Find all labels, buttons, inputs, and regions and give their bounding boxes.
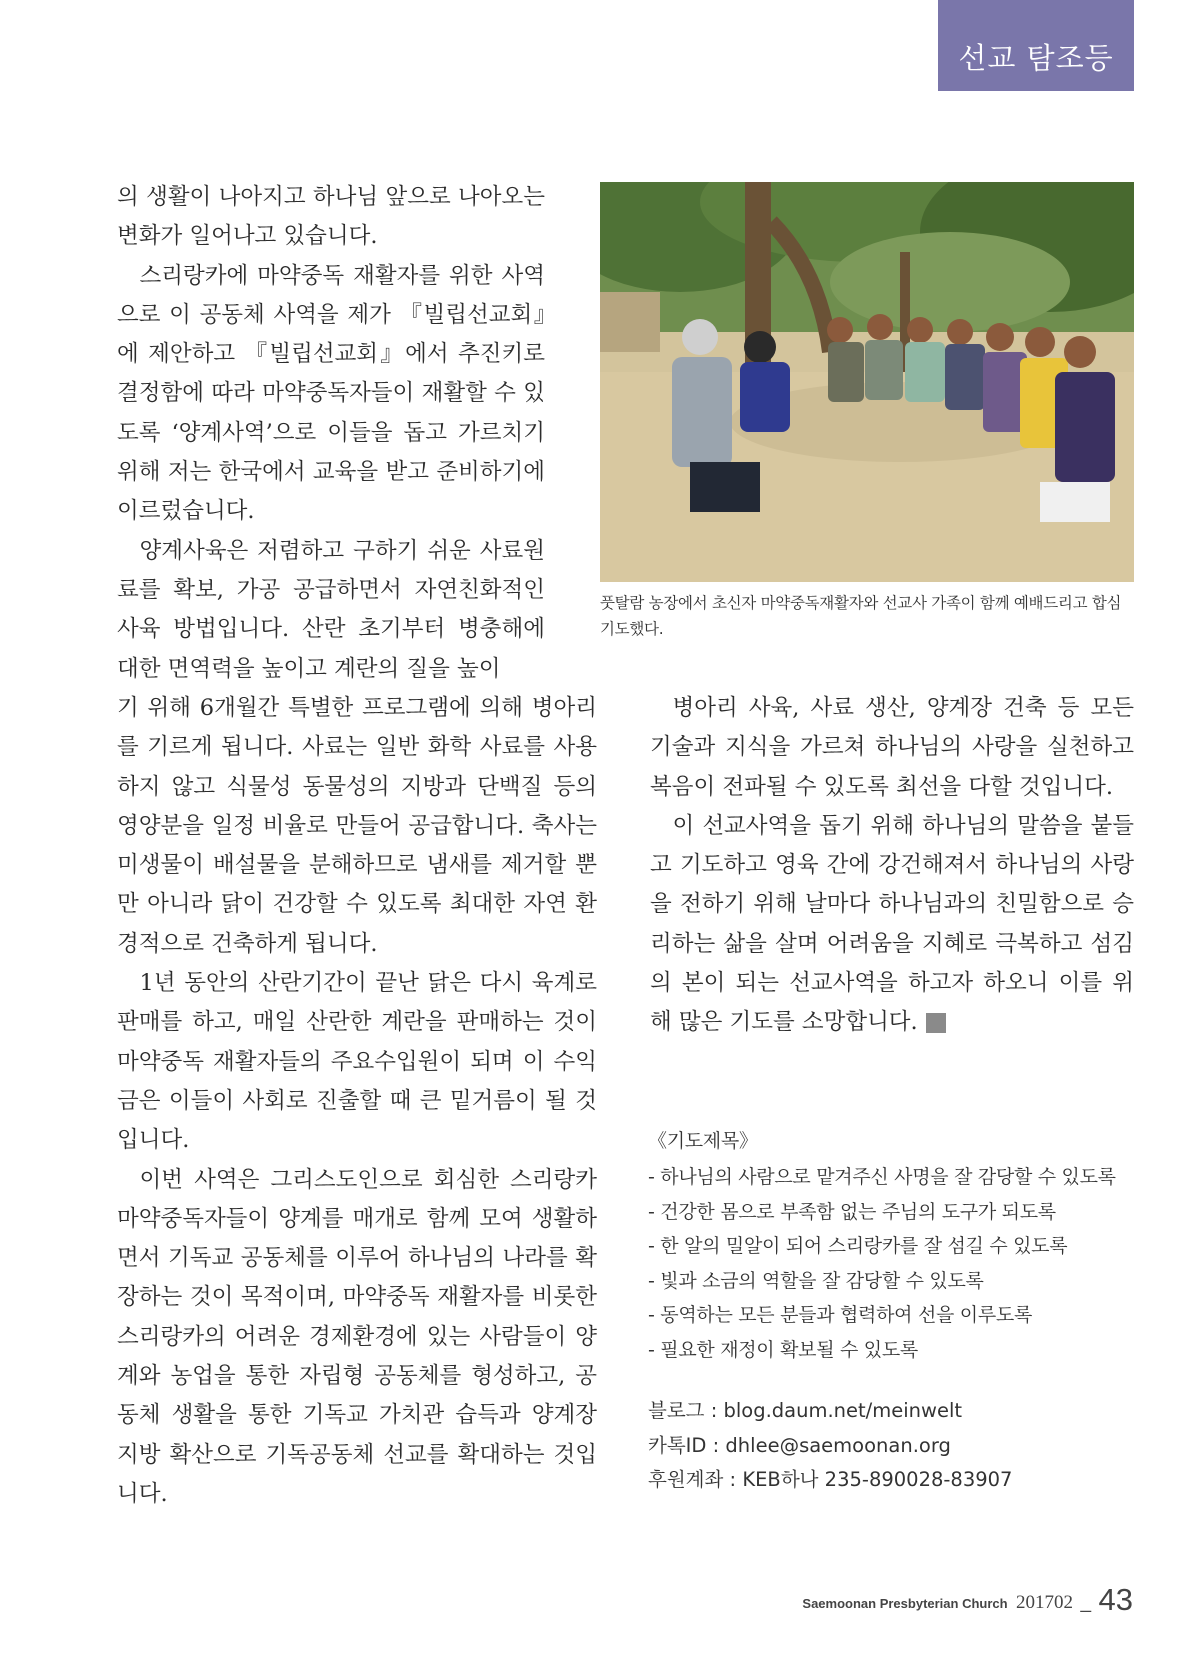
prayer-title: 《기도제목》	[648, 1130, 758, 1152]
paragraph-text: 이 선교사역을 돕기 위해 하나님의 말씀을 붙들고 기도하고 영육 간에 강건해져서 하나님의 사랑을 전하기 위해 날마다 하나님과의 친밀함으로 승리하는 삶을 살며 어려움을 지혜로 극복하고 섬김의 본이 되는 선교사역을 하고자 하오니 이를 위해 많은 기도를 소망합니다.	[650, 812, 1134, 1036]
prayer-list	[648, 1160, 1148, 1367]
photo-illustration	[600, 182, 1134, 582]
prayer-item: - 건강한 몸으로 부족함 없는 주님의 도구가 되도록	[648, 1200, 1056, 1223]
prayer-item: - 필요한 재정이 확보될 수 있도록	[648, 1338, 918, 1361]
article-paragraph	[650, 807, 1134, 1043]
article-column-right	[650, 689, 1134, 1043]
footer-church-name: Saemoonan Presbyterian Church	[802, 1596, 1008, 1611]
prayer-item: - 동역하는 모든 분들과 협력하여 선을 이루도록	[648, 1304, 1033, 1326]
prayer-item: - 하나님의 사람으로 맡겨주신 사명을 잘 감당할 수 있도록	[648, 1166, 1116, 1188]
paragraph-text: 1년 동안의 산란기간이 끝난 닭은 다시 육계로 판매를 하고, 매일 산란한 계란을 판매하는 것이 마약중독 재활자들의 주요수입원이 되며 이 수익금은 이들이 사회로 진출할 때 큰 밑거름이 될 것입니다.	[117, 970, 597, 1154]
article-paragraph	[117, 964, 597, 1160]
paragraph-text: 병아리 사육, 사료 생산, 양계장 건축 등 모든 기술과 지식을 가르쳐 하나님의 사랑을 실천하고 복음이 전파될 수 있도록 최선을 다할 것입니다.	[650, 695, 1134, 800]
contact-label: 후원계좌	[648, 1468, 724, 1491]
article-paragraph	[117, 257, 545, 532]
article-photo	[600, 182, 1134, 582]
contact-value: dhlee@saemoonan.org	[725, 1433, 951, 1457]
contact-info	[648, 1394, 1148, 1498]
prayer-item: - 빛과 소금의 역할을 잘 감당할 수 있도록	[648, 1269, 984, 1292]
contact-value: blog.daum.net/meinwelt	[723, 1399, 963, 1422]
contact-row: 후원계좌 : KEB하나 235-890028-83907	[648, 1468, 1013, 1491]
contact-label: 블로그	[648, 1399, 705, 1422]
contact-row: 블로그 : blog.daum.net/meinwelt	[648, 1399, 963, 1422]
end-mark-icon: 새	[926, 1013, 946, 1033]
paragraph-text: 양계사육은 저렴하고 구하기 쉬운 사료원료를 확보, 가공 공급하면서 자연친화적인 사육 방법입니다. 산란 초기부터 병충해에 대한 면역력을 높이고 계란의 질을 높이	[117, 537, 545, 682]
contact-value: KEB하나 235-890028-83907	[742, 1468, 1013, 1491]
paragraph-text: 스리랑카에 마약중독 재활자를 위한 사역으로 이 공동체 사역을 제가 『빌립선교회』에 제안하고 『빌립선교회』에서 추진키로 결정함에 따라 마약중독자들이 재활할 수 있도록 ‘양계사역’으로 이들을 돕고 가르치기 위해 저는 한국에서 교육을 받고 준비하기에 이르렀습니다.	[117, 262, 545, 525]
page-footer	[802, 1582, 1133, 1618]
footer-issue: 201702	[1016, 1592, 1074, 1613]
article-column-left-top	[117, 178, 545, 689]
article-paragraph	[117, 178, 545, 257]
article-paragraph	[117, 1161, 597, 1515]
prayer-item: - 한 알의 밀알이 되어 스리랑카를 잘 섬길 수 있도록	[648, 1235, 1068, 1257]
page-number: 43	[1098, 1582, 1133, 1617]
photo-caption: 풋탈람 농장에서 초신자 마약중독재활자와 선교사 가족이 함께 예배드리고 합심 기도했다.	[600, 594, 1122, 638]
paragraph-text: 이번 사역은 그리스도인으로 회심한 스리랑카 마약중독자들이 양계를 매개로 함께 모여 생활하면서 기독교 공동체를 이루어 하나님의 나라를 확장하는 것이 목적이며, 마약중독 재활자를 비롯한 스리랑카의 어려운 경제환경에 있는 사람들이 양계와 농업을 통한 자립형 공동체를 형성하고, 공동체 생활을 통한 기독교 가치관 습득과 양계장 지방 확산으로 기독공동체 선교를 확대하는 것입니다.	[117, 1166, 597, 1507]
article-paragraph	[117, 689, 597, 964]
article-paragraph	[117, 532, 545, 689]
contact-row: 카톡ID : dhlee@saemoonan.org	[648, 1433, 951, 1457]
article-paragraph	[650, 689, 1134, 807]
paragraph-text: 의 생활이 나아지고 하나님 앞으로 나아오는 변화가 일어나고 있습니다.	[117, 184, 545, 250]
section-header-label: 선교 탐조등	[958, 41, 1114, 75]
section-header-tab	[938, 0, 1134, 91]
contact-label: 카톡ID	[648, 1433, 707, 1457]
article-column-left-bottom	[117, 689, 597, 1514]
paragraph-text: 기 위해 6개월간 특별한 프로그램에 의해 병아리를 기르게 됩니다. 사료는 일반 화학 사료를 사용하지 않고 식물성 동물성의 지방과 단백질 등의 영양분을 일정 비율로 만들어 공급합니다. 축사는 미생물이 배설물을 분해하므로 냄새를 제거할 뿐만 아니라 닭이 건강할 수 있도록 최대한 자연 환경적으로 건축하게 됩니다.	[117, 695, 597, 957]
footer-separator: _	[1080, 1592, 1092, 1613]
prayer-requests	[648, 1124, 1148, 1367]
